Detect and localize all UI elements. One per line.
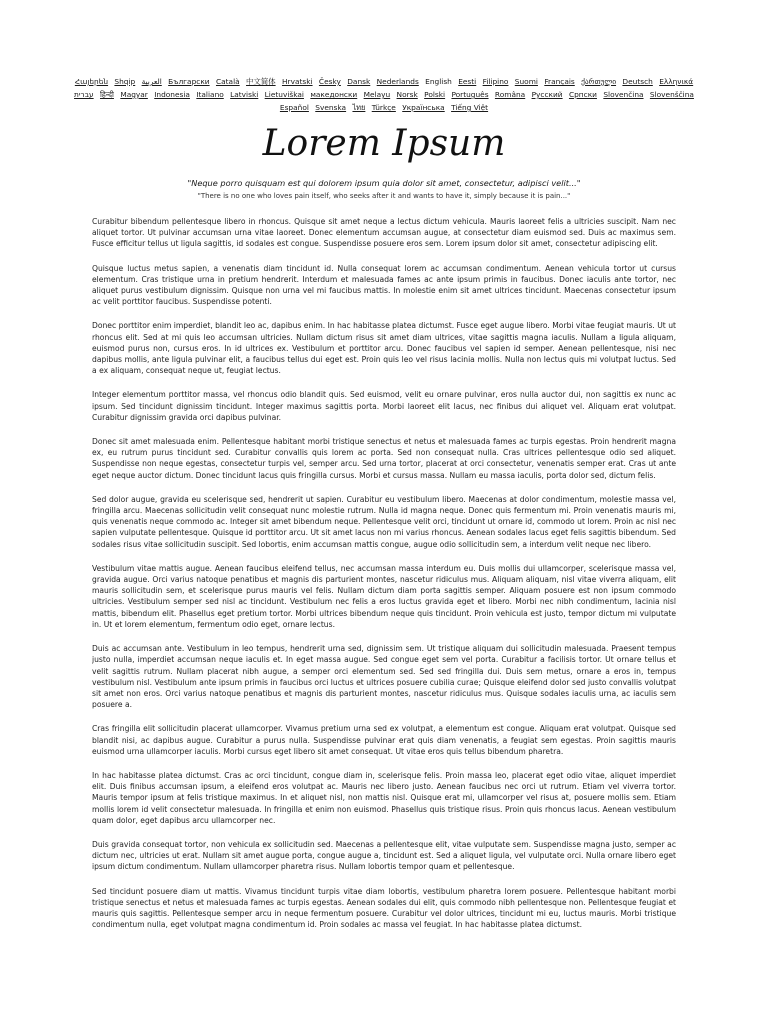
- language-link[interactable]: Hrvatski: [281, 77, 313, 86]
- language-link[interactable]: Հայերեն: [74, 77, 109, 86]
- language-link[interactable]: македонски: [310, 90, 358, 99]
- language-link[interactable]: Magyar: [120, 90, 148, 99]
- language-link[interactable]: Indonesia: [154, 90, 190, 99]
- language-link[interactable]: Filipino: [482, 77, 509, 86]
- language-link[interactable]: Slovenčina: [603, 90, 644, 99]
- language-link[interactable]: Melayu: [363, 90, 391, 99]
- language-link[interactable]: Româna: [494, 90, 526, 99]
- body-paragraph: Donec sit amet malesuada enim. Pellentesque habitant morbi tristique senectus et netus et malesuada fames ac turpis egestas. Proin hendrerit magna ex, eu rutrum purus tincidunt sed. Curabitur convallis quis lorem ac porta. Sed non consequat nulla. Cras ultrices pellentesque odio sed aliquet. Suspendisse non neque egestas, consectetur turpis vel, semper arcu. Sed urna tortor, placerat at orci consectetur, venenatis semper erat. Cras ut ante eget neque auctor dictum. Donec tincidunt lacus quis fringilla cursus. Morbi et cursus massa. Nullam eu massa iaculis, porta dolor sed, dictum felis.: [92, 437, 676, 480]
- body-paragraph: Sed tincidunt posuere diam ut mattis. Vivamus tincidunt turpis vitae diam lobortis, vestibulum pharetra lorem posuere. Pellentesque habitant morbi tristique senectus et netus et malesuada fames ac turpis egestas. Aenean sodales dui elit, quis commodo nibh pellentesque non. Pellentesque feugiat et mauris quis sagittis. Pellentesque semper arcu in neque fermentum posuere. Curabitur vel dolor ultrices, tincidunt mi eu, luctus mauris. Morbi tristique condimentum nulla, eget volutpat magna condimentum id. Proin sodales ac massa vel feugiat. In hac habitasse platea dictumst.: [92, 886, 676, 930]
- body-paragraph: Donec porttitor enim imperdiet, blandit leo ac, dapibus enim. In hac habitasse platea dictumst. Fusce eget augue libero. Morbi vitae feugiat mauris. Ut ut rhoncus elit. Sed at mi quis leo accumsan ultricies. Nullam dictum risus sit amet diam ultrices, vitae sagittis magna iaculis. Nullam a ligula aliquam, euismod purus non, cursus eros. In id ultrices ex. Vestibulum et porttitor arcu. Donec faucibus vel sapien id semper. Aenean pellentesque, nisi nec dapibus mollis, ante ligula pulvinar elit, a faucibus tellus dui eget est. Proin quis leo vel risus lacinia mollis. Nulla non lectus quis mi volutpat luctus. Sed a ex aliquam, consequat neque ut, feugiat lectus.: [92, 321, 676, 376]
- body-paragraph: Vestibulum vitae mattis augue. Aenean faucibus eleifend tellus, nec accumsan massa interdum eu. Duis mollis dui ullamcorper, scelerisque massa vel, gravida augue. Orci varius natoque penatibus et magnis dis parturient montes, nascetur ridiculus mus. Aliquam aliquam, nisl vitae viverra aliquam, elit mauris sollicitudin sem, et scelerisque purus mauris vel felis. Nullam dictum diam porta sagittis semper. Aliquam posuere est non ipsum commodo ultricies. Vestibulum semper sed nisl ac tincidunt. Vestibulum nec felis a eros luctus gravida eget et libero. Morbi nec nibh condimentum, lacinia nisl mattis, bibendum elit. Phasellus eget pretium tortor. Morbi ultrices bibendum neque quis tincidunt. Proin vehicula est justo, tempor dictum mi vulputate in. Ut et lorem elementum, fermentum odio eget, ornare lectus.: [92, 563, 676, 629]
- language-link[interactable]: Español: [279, 103, 309, 112]
- language-link[interactable]: Català: [215, 77, 240, 86]
- language-link[interactable]: Nederlands: [376, 77, 419, 86]
- language-link[interactable]: Polski: [424, 90, 446, 99]
- language-link[interactable]: Српски: [568, 90, 597, 99]
- language-link[interactable]: Shqip: [114, 77, 136, 86]
- body-paragraph: Integer elementum porttitor massa, vel rhoncus odio blandit quis. Sed euismod, velit eu ornare pulvinar, eros nulla auctor dui, non sagittis ex nunc ac ipsum. Sed tincidunt dignissim tincidunt. Integer maximus sagittis porta. Morbi laoreet elit lacus, nec finibus dui aliquet vel. Aliquam erat volutpat. Curabitur dignissim gravida orci dapibus pulvinar.: [92, 390, 676, 422]
- body-paragraph: Curabitur bibendum pellentesque libero in rhoncus. Quisque sit amet neque a lectus dictum vehicula. Mauris laoreet felis a ultricies suscipit. Nam nec aliquet tortor. Ut pulvinar accumsan urna vitae laoreet. Donec elementum accumsan augue, at consectetur diam euismod sed. Duis ac maximus sem. Fusce efficitur tellus ut ligula sagittis, id sodales est congue. Suspendisse posuere eros sem. Lorem ipsum dolor sit amet, consectetur adipiscing elit.: [92, 217, 676, 249]
- language-link[interactable]: العربية: [141, 77, 162, 86]
- language-selector: [72, 75, 696, 114]
- body-paragraph: Duis gravida consequat tortor, non vehicula ex sollicitudin sed. Maecenas a pellentesque elit, vitae vulputate sem. Suspendisse magna justo, semper ac dictum nec, ultricies ut erat. Nullam sit amet augue porta, congue augue a, tincidunt est. Sed a aliquet ligula, vel vulputate orci. Nulla ornare libero eget ipsum dictum condimentum. Nullam ullamcorper pharetra risus. Nullam lobortis tempor quam et pellentesque.: [92, 839, 676, 872]
- language-link[interactable]: Latviski: [230, 90, 259, 99]
- language-link[interactable]: English: [425, 77, 452, 86]
- body-paragraph: Quisque luctus metus sapien, a venenatis diam tincidunt id. Nulla consequat lorem ac accumsan condimentum. Aenean vehicula tortor ut cursus elementum. Cras tristique urna in pretium hendrerit. Interdum et malesuada fames ac ante ipsum primis in faucibus. Donec iaculis ante tortor, nec aliquet purus vestibulum dignissim. Quisque non urna vel mi faucibus mattis. In molestie enim sit amet ultrices tincidunt. Maecenas consectetur ipsum ac velit porttitor faucibus. Suspendisse potenti.: [92, 263, 676, 307]
- language-link[interactable]: हिन्दी: [99, 90, 114, 99]
- language-link[interactable]: Dansk: [347, 77, 371, 86]
- language-link[interactable]: Ελληνικά: [659, 77, 694, 86]
- body-paragraph: In hac habitasse platea dictumst. Cras ac orci tincidunt, congue diam in, scelerisque felis. Proin massa leo, placerat eget odio vitae, aliquet imperdiet elit. Duis finibus accumsan ipsum, a eleifend eros volutpat ac. Mauris nec libero justo. Aenean faucibus nec orci ut rutrum. Etiam vel viverra tortor. Mauris tempor ipsum at felis tristique maximus. In et aliquet nisl, non mattis nisl. Quisque erat mi, ullamcorper vel risus at, posuere mollis sem. Etiam mollis lorem id velit consectetur malesuada. In fringilla et enim non euismod. Phasellus quis tristique risus. Proin quis rhoncus lacus. Aenean vestibulum quam dolor, eget dapibus arcu ullamcorper nec.: [92, 770, 676, 825]
- language-link[interactable]: 中文简体: [246, 77, 276, 86]
- language-link[interactable]: ไทย: [352, 103, 366, 112]
- language-link[interactable]: Lietuviškai: [264, 90, 304, 99]
- language-link[interactable]: Italiano: [196, 90, 224, 99]
- language-link[interactable]: Svenska: [315, 103, 347, 112]
- language-link[interactable]: Français: [544, 77, 575, 86]
- language-link[interactable]: עברית: [74, 90, 94, 99]
- language-link[interactable]: Eesti: [458, 77, 477, 86]
- page-title: Lorem Ipsum: [262, 123, 506, 164]
- language-link[interactable]: Български: [168, 77, 210, 86]
- body-paragraph: Sed dolor augue, gravida eu scelerisque sed, hendrerit ut sapien. Curabitur eu vestibulum libero. Maecenas at dolor condimentum, molestie massa vel, fringilla arcu. Maecenas sollicitudin velit consequat nunc molestie rutrum. Nulla id magna neque. Donec quis fermentum mi. Proin venenatis mauris mi, quis venenatis neque commodo ac. Integer sit amet bibendum neque. Pellentesque velit orci, tincidunt ut ornare id, commodo ut lorem. Proin ac nisl nec sapien vulputate pellentesque. Quisque id porttitor arcu. Ut sit amet lacus non mi varius rhoncus. Aenean sodales lacus eget felis sagittis bibendum. Sed sodales risus vitae sollicitudin suscipit. Sed lobortis, enim accumsan mattis congue, augue odio sollicitudin sem, a interdum velit neque nec libero.: [92, 494, 676, 549]
- language-link[interactable]: Pyccкий: [531, 90, 563, 99]
- english-translation: "There is no one who loves pain itself, who seeks after it and wants to have it, simply because it is pain...": [197, 192, 571, 200]
- body-paragraph: Cras fringilla elit sollicitudin placerat ullamcorper. Vivamus pretium urna sed ex volutpat, a elementum est congue. Aliquam erat volutpat. Quisque sed blandit nisi, ac dapibus augue. Curabitur a purus nulla. Suspendisse pulvinar erat quis diam venenatis, a feugiat sem egestas. Proin sagittis mauris euismod urna ullamcorper iaculis. Morbi cursus eget libero sit amet consequat. Ut vitae eros quis tellus bibendum pharetra.: [92, 724, 676, 756]
- latin-quote: "Neque porro quisquam est qui dolorem ipsum quia dolor sit amet, consectetur, adipisci velit...": [187, 178, 581, 188]
- lorem-body: [92, 216, 676, 1024]
- language-link[interactable]: Tiếng Việt: [451, 103, 489, 112]
- language-link[interactable]: Slovenščina: [649, 90, 694, 99]
- language-link[interactable]: Português: [451, 90, 489, 99]
- language-link[interactable]: Türkçe: [371, 103, 396, 112]
- language-link[interactable]: Українська: [402, 103, 445, 112]
- language-link[interactable]: Deutsch: [622, 77, 653, 86]
- language-link[interactable]: ქართული: [581, 77, 617, 86]
- language-link[interactable]: Suomi: [514, 77, 538, 86]
- language-link[interactable]: Česky: [318, 77, 341, 86]
- language-link[interactable]: Norsk: [396, 90, 418, 99]
- body-paragraph: Duis ac accumsan ante. Vestibulum in leo tempus, hendrerit urna sed, dignissim sem. Ut tristique aliquam dui sollicitudin malesuada. Praesent tempus justo nulla, imperdiet accumsan neque iaculis et. In eget massa augue. Sed congue eget sem vel porta. Curabitur a facilisis tortor. Ut ornare tellus et velit sagittis rutrum. Nullam placerat nibh augue, a semper orci elementum sed. Sed sed fringilla dui. Duis sem metus, ornare a eros in, tempus vestibulum nisl. Vestibulum ante ipsum primis in faucibus orci luctus et ultrices posuere cubilia curae; Quisque eleifend dolor sed justo convallis volutpat sit amet non eros. Orci varius natoque penatibus et magnis dis parturient montes, nascetur ridiculus mus. Quisque sodales iaculis urna, ac iaculis sem posuere a.: [92, 644, 676, 710]
